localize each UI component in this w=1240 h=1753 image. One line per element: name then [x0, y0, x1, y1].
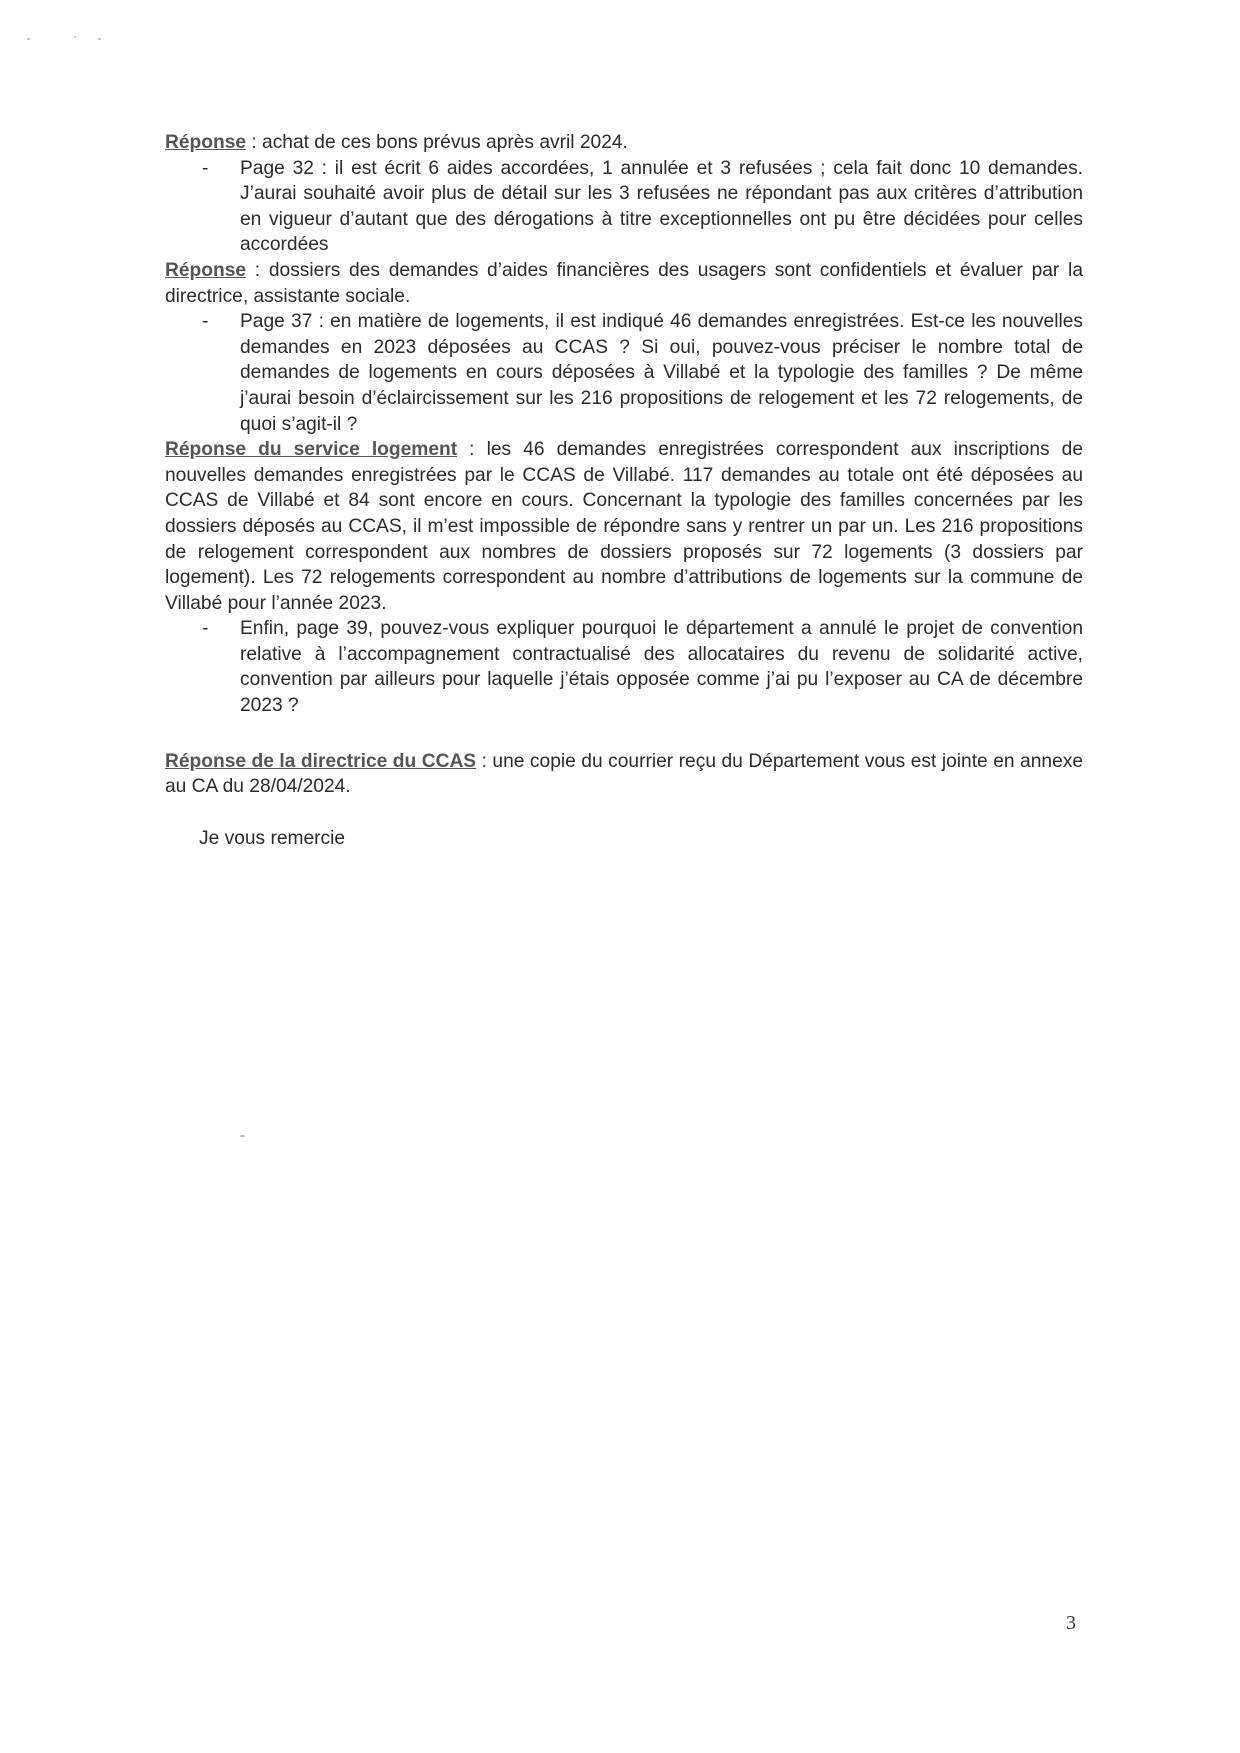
scan-speck [98, 38, 101, 40]
question-text: Enfin, page 39, pouvez-vous expliquer pourquoi le département a annulé le projet de convention relative à l’accompagnement contractualisé des allocataires du revenu de solidarité active, convention par ailleurs pour laquelle j’étais opposée comme j’ai pu l’exposer au CA de décembre 2023 ? [240, 618, 1083, 717]
response-text: : une copie du courrier reçu du Département vous est jointe en annexe au CA du 28/04/2024. [165, 750, 1084, 798]
response-text: : les 46 demandes enregistrées correspondent aux inscriptions de nouvelles demandes enregistrées par le CCAS de Villabé. 117 demandes au totale ont été déposées au CCAS de Villabé et 84 sont encore en cours. Concernant la typologie des familles concernées par les dossiers déposés au CCAS, il m’est impossible de répondre sans y rentrer un par un. Les 216 propositions de relogement correspondent aux nombres de dossiers proposés sur 72 logements (3 dossiers par logement). Les 72 relogements correspondent au nombre d’attributions de logements sur la commune de Villabé pour l’année 2023. [165, 439, 1083, 614]
response-paragraph [165, 437, 1083, 616]
question-item [165, 156, 1083, 258]
question-text: Page 37 : en matière de logements, il est indiqué 46 demandes enregistrées. Est-ce les nouvelles demandes en 2023 déposées au CCAS ? Si oui, pouvez-vous préciser le nombre total de demandes de logements en cours déposées à Villabé et la typologie des familles ? De même j’aurai besoin d’éclaircissement sur les 216 propositions de relogement et les 72 relogements, de quoi s’agit-il ? [240, 311, 1083, 435]
response-paragraph [165, 749, 1083, 800]
scan-speck [27, 38, 30, 40]
response-label: Réponse du service logement [165, 439, 458, 461]
scan-speck [240, 1135, 245, 1137]
response-paragraph [165, 130, 1083, 156]
page-number: 3 [1066, 1612, 1076, 1634]
response-text: : dossiers des demandes d’aides financières des usagers sont confidentiels et évaluer par la directrice, assistante sociale. [165, 259, 1083, 307]
response-text: : achat de ces bons prévus après avril 2024. [246, 132, 628, 153]
dash-marker: - [202, 618, 209, 640]
response-label: Réponse [165, 132, 247, 153]
question-text: Page 32 : il est écrit 6 aides accordées, 1 annulée et 3 refusées ; cela fait donc 10 demandes. J’aurai souhaité avoir plus de détail sur les 3 refusées ne répondant pas aux critères d’attribution en vigueur d’autant que des dérogations à titre exceptionnelles ont pu être décidées pour celles accordées [240, 157, 1083, 256]
dash-marker: - [202, 157, 209, 179]
question-item [165, 616, 1083, 718]
document-body [165, 130, 1083, 851]
question-item [165, 309, 1083, 437]
paragraph-gap [165, 719, 1083, 749]
dash-marker: - [202, 311, 209, 333]
response-label: Réponse [165, 259, 247, 281]
response-paragraph [165, 258, 1083, 309]
scan-speck [74, 36, 76, 38]
response-label: Réponse de la directrice du CCAS [165, 750, 477, 772]
closing-line: Je vous remercie [199, 827, 346, 849]
